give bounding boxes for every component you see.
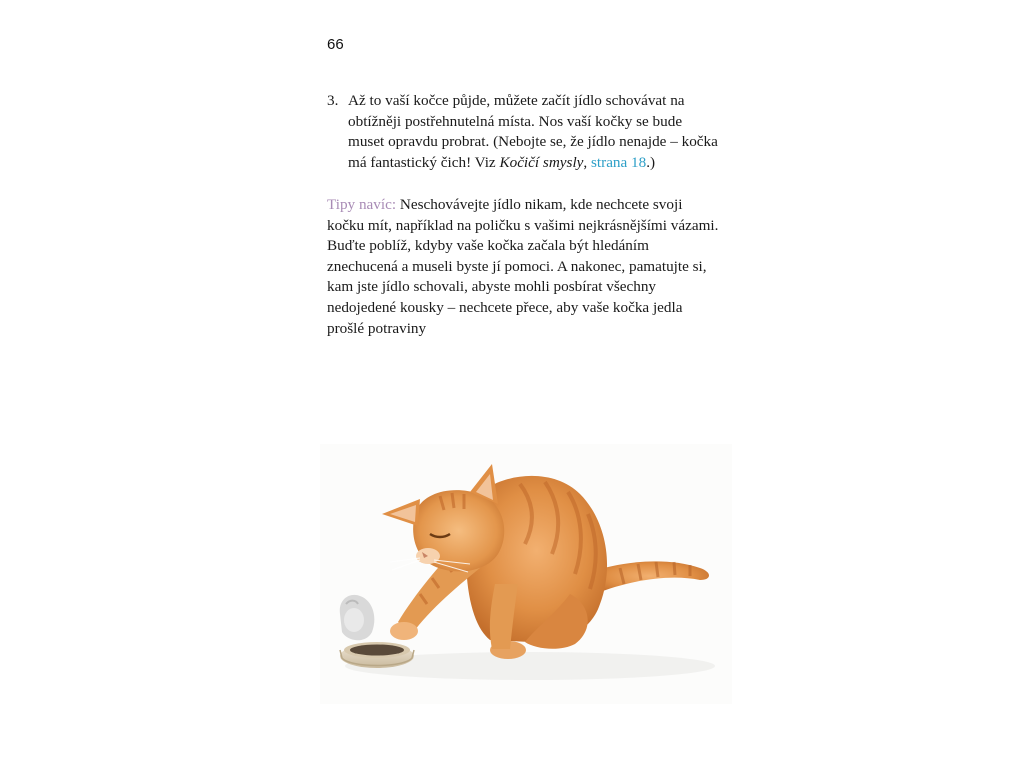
reference-separator: , — [583, 153, 591, 171]
list-item-number: 3. — [327, 92, 339, 109]
numbered-list-item — [327, 91, 719, 173]
list-item-body: Až to vaší kočce půjde, můžete začít jídlo schovávat na obtížněji postřehnutelná místa. Nos vaší kočky se bude muset opravdu probrat. (Nebojte se, že jídlo nenajde – kočka má fantastický čich! Viz — [348, 92, 718, 171]
cat-photo — [320, 444, 732, 704]
page-number: 66 — [327, 36, 344, 53]
list-item-text — [348, 91, 719, 173]
tips-paragraph — [327, 195, 719, 339]
tips-text: Neschovávejte jídlo nikam, kde nechcete svoji kočku mít, například na poličku s vašimi nejkrásnějšími vázami. Buďte poblíž, kdyby vaše kočka začala být hledáním znechucená a museli byste jí pomoci. A nakonec, pamatujte si, kam jste jídlo schovali, abyste mohli posbírat všechny nedojedené kousky – nechcete přece, aby vaše kočka jedla prošlé potraviny — [327, 196, 719, 337]
closing-punctuation: .) — [646, 153, 656, 171]
page-reference-link[interactable]: strana 18 — [591, 153, 647, 171]
book-reference-title: Kočičí smysly — [499, 153, 584, 171]
tips-label: Tipy navíc: — [327, 196, 397, 213]
